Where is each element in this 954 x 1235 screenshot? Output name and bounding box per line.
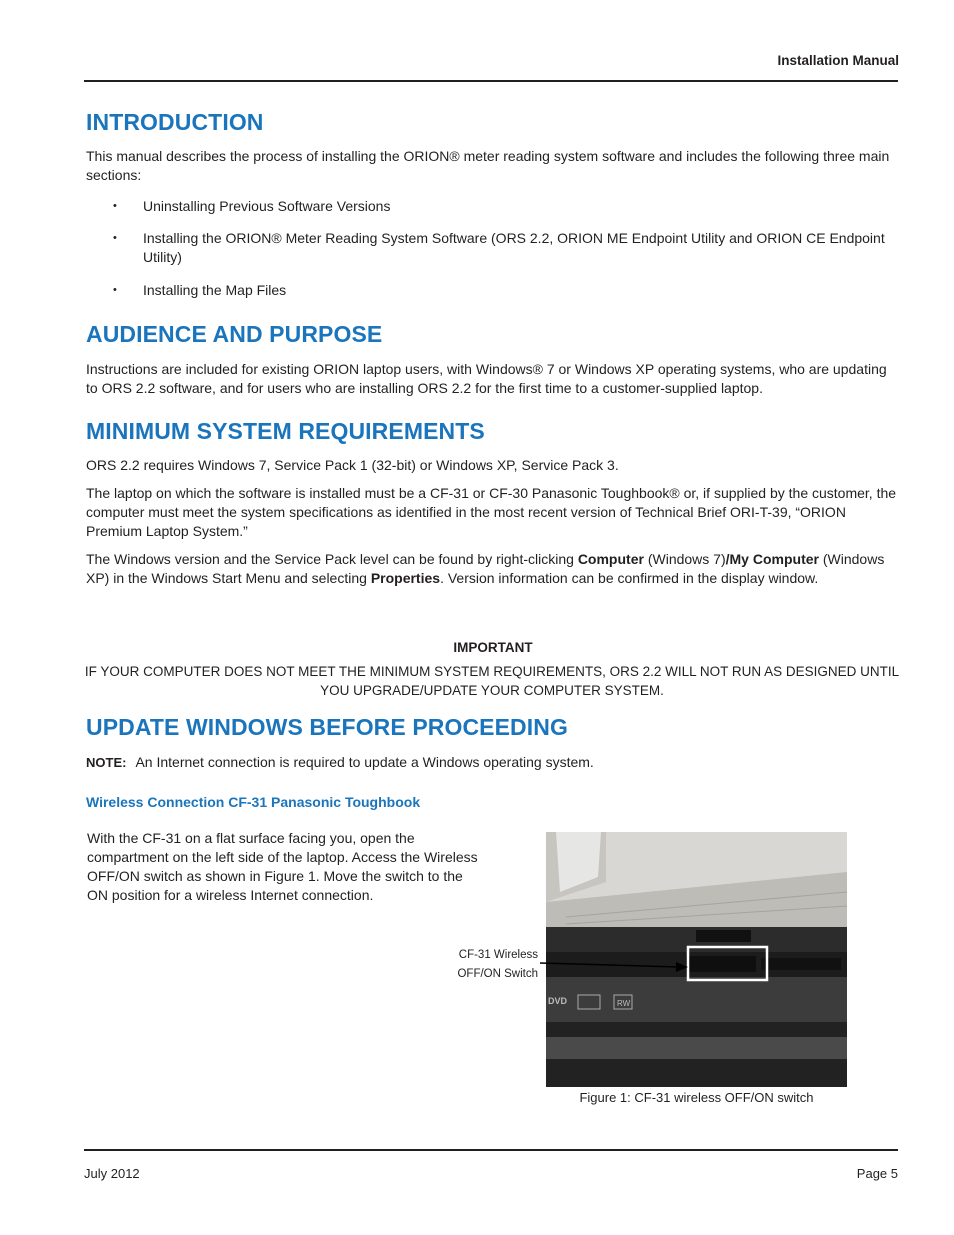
list-item-text: Uninstalling Previous Software Versions (143, 198, 391, 214)
callout-line-1: CF-31 Wireless (458, 949, 538, 961)
requirements-p1: ORS 2.2 requires Windows 7, Service Pack 1 (32-bit) or Windows XP, Service Pack 3. (86, 457, 619, 473)
audience-heading: AUDIENCE AND PURPOSE (86, 321, 383, 347)
rw-label: RW (617, 999, 631, 1008)
page-number: Page 5 (856, 1166, 898, 1181)
requirements-p2: The laptop on which the software is installed must be a CF-31 or CF-30 Panasonic Toughbook® or, if supplied by the customer, the computer must meet the system specifications as identified in the most recent version of Technical Brief ORI-T-39, “ORION Premium Laptop System.” (86, 485, 897, 539)
bullet-icon: • (113, 200, 117, 212)
note-text: An Internet connection is required to update a Windows operating system. (135, 754, 594, 770)
list-item-text: Installing the ORION® Meter Reading System Software (ORS 2.2, ORION ME Endpoint Utility and ORION CE Endpoint Utility) (143, 230, 885, 265)
footer-date: July 2012 (84, 1166, 140, 1181)
footer-rule (84, 1149, 898, 1151)
important-label: IMPORTANT (453, 640, 533, 655)
callout-arrow-icon (538, 957, 690, 973)
note-label: NOTE: (86, 755, 127, 770)
bullet-icon: • (113, 284, 117, 296)
dvd-label: DVD (548, 996, 568, 1006)
note (86, 753, 900, 772)
text-run: (Windows XP) in the Windows Start Menu and selecting (86, 551, 885, 586)
wireless-subheading: Wireless Connection CF-31 Panasonic Toughbook (86, 794, 421, 810)
figure-callout (448, 946, 538, 984)
requirements-p3 (86, 550, 900, 588)
list-item-text: Installing the Map Files (143, 282, 287, 298)
text-run-bold: Computer (577, 551, 644, 567)
callout-line-2: OFF/ON Switch (457, 968, 538, 980)
figure-caption: Figure 1: CF-31 wireless OFF/ON switch (579, 1090, 814, 1105)
update-heading: UPDATE WINDOWS BEFORE PROCEEDING (86, 714, 568, 740)
important-text: IF YOUR COMPUTER DOES NOT MEET THE MINIMUM SYSTEM REQUIREMENTS, ORS 2.2 WILL NOT RUN AS DESIGNED UNTIL YOU UPGRADE/UPDATE YOUR COMPUTER SYSTEM. (84, 664, 900, 698)
intro-heading: INTRODUCTION (86, 109, 264, 135)
bullet-icon: • (113, 232, 117, 244)
text-run: . Version information can be confirmed in the display window. (440, 570, 819, 586)
intro-text: This manual describes the process of installing the ORION® meter reading system software and includes the following three main sections: (86, 148, 890, 183)
header-rule (84, 80, 898, 82)
text-run-bold: Properties (370, 570, 441, 586)
text-run: (Windows 7) (643, 551, 726, 567)
text-run: The Windows version and the Service Pack level can be found by right-clicking (86, 551, 578, 567)
requirements-heading: MINIMUM SYSTEM REQUIREMENTS (86, 418, 485, 444)
text-run-bold: /My Computer (725, 551, 819, 567)
header-title: Installation Manual (777, 53, 899, 68)
audience-text: Instructions are included for existing ORION laptop users, with Windows® 7 or Windows XP operating systems, who are updating to ORS 2.2 software, and for users who are installing ORS 2.2 for the first time to a customer-supplied laptop. (86, 361, 887, 396)
wireless-text: With the CF-31 on a flat surface facing you, open the compartment on the left side of the laptop. Access the Wireless OFF/ON switch as shown in Figure 1. Move the switch to the ON position for a wireless Internet connection. (87, 830, 478, 903)
